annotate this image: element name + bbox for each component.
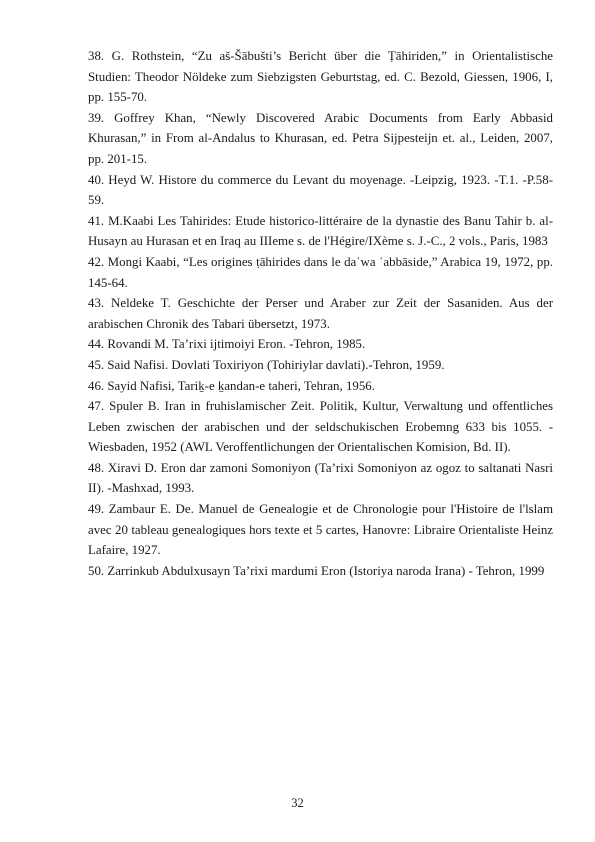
reference-43: 43. Neldeke T. Geschichte der Perser und Araber zur Zeit der Sasaniden. Aus der arabischen Chronik des Tabari übersetzt, 1973. [88, 296, 553, 331]
reference-50: 50. Zarrinkub Abdulxusayn Ta’rixi mardumi Eron (Istoriya naroda Irana) - Tehron, 1999 [88, 563, 545, 578]
reference-45: 45. Said Nafisi. Dovlati Toxiriyon (Tohiriylar davlati).-Tehron, 1959. [88, 357, 445, 372]
reference-list [88, 46, 553, 581]
reference-39: 39. Goffrey Khan, “Newly Discovered Arabic Documents from Early Abbasid Khurasan,” in From al-Andalus to Khurasan, ed. Petra Sijpesteijn et. al., Leiden, 2007, pp. 201-15. [88, 110, 553, 166]
reference-40: 40. Heyd W. Histore du commerce du Levant du moyenage. -Leipzig, 1923. -T.1. -P.58-59. [88, 172, 553, 208]
reference-41: 41. M.Kaabi Les Tahirides: Etude historico-littéraire de la dynastie des Banu Tahir b. al-Husayn au Hurasan et en Iraq au IIIeme s. de l'Hégire/IXème s. J.-C., 2 vols., Paris, 1983 [88, 213, 553, 249]
reference-44: 44. Rovandi M. Ta’rixi ijtimoiyi Eron. -Tehron, 1985. [88, 337, 366, 352]
reference-48: 48. Xiravi D. Eron dar zamoni Somoniyon (Ta’rixi Somoniyon az ogoz to saltanati Nasri II). -Mashxad, 1993. [88, 460, 553, 496]
reference-49: 49. Zambaur E. De. Manuel de Genealogie et de Chronologie pour l'Histoire de l'lslam avec 20 tableau genealogiques hors texte et 5 cartes, Hanovre: Libraire Orientaliste Heinz Lafaire, 1927. [88, 502, 553, 558]
reference-38: 38. G. Rothstein, “Zu aš-Šābušti’s Bericht über die Ṭāhiriden,” in Orientalistische Studien: Theodor Nöldeke zum Siebzigsten Geburtstag, ed. C. Bezold, Giessen, 1906, I, pp. 155-70. [88, 49, 553, 105]
page-number: 32 [291, 796, 304, 810]
reference-47: 47. Spuler B. Iran in fruhislamischer Zeit. Politik, Kultur, Verwaltung und offentliches Leben zwischen der arabischen und der seldschukischen Erobemng 633 bis 1055. -Wiesbaden, 1952 (AWL Veroffentlichungen der Orientalischen Komision, Bd. II). [88, 399, 553, 455]
reference-42: 42. Mongi Kaabi, “Les origines ṭāhirides dans le daʿwa ʿabbāside,” Arabica 19, 1972, pp. 145-64. [88, 254, 553, 290]
reference-46: 46. Sayid Nafisi, Tariḵ-e ḵandan-e taheri, Tehran, 1956. [88, 378, 375, 393]
